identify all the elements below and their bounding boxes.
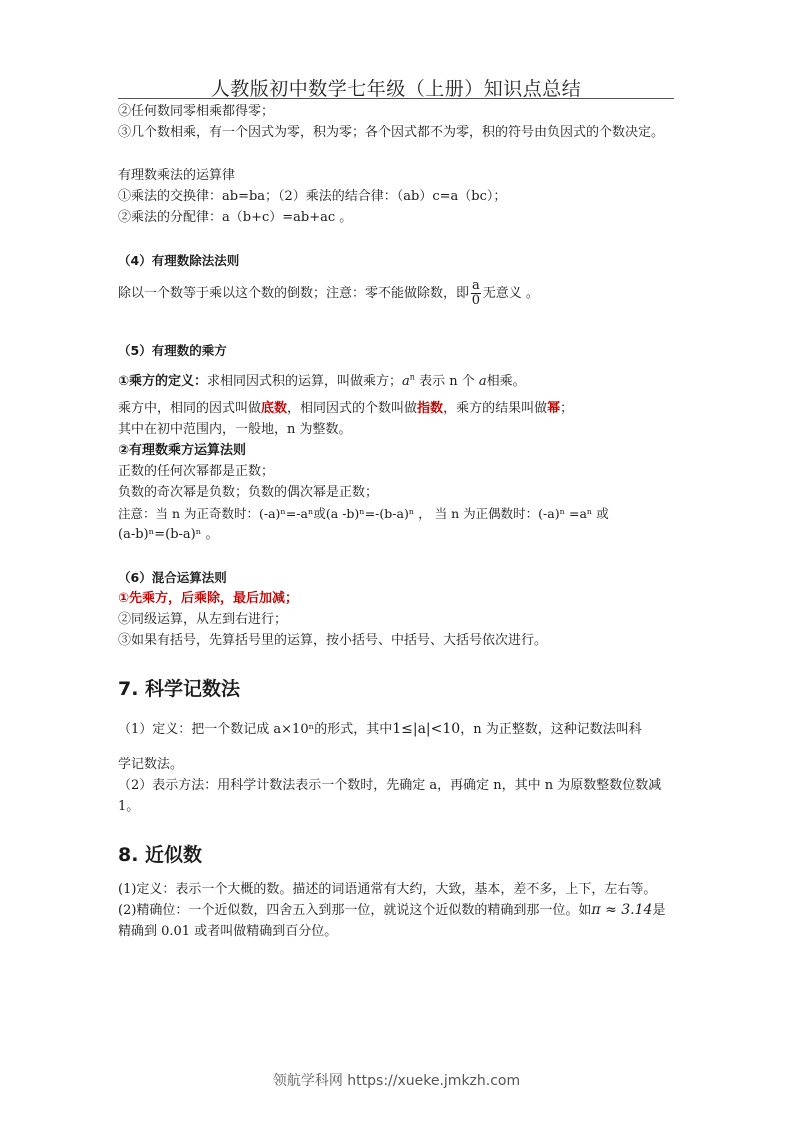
power-heading: （5）有理数的乘方 <box>118 343 227 358</box>
power-terms: 乘方中，相同的因式叫做底数，相同因式的个数叫做指数，乘方的结果叫做幂； <box>118 401 574 416</box>
multiplication-laws-heading: 有理数乘法的运算律 <box>118 168 236 183</box>
mixed-operations-heading: （6）混合运算法则 <box>118 570 227 585</box>
section-8-title: 8. 近似数 <box>118 844 203 866</box>
mixed-rule-1: ①先乘方，后乘除，最后加减； <box>118 591 299 606</box>
mixed-rule-2: ②同级运算，从左到右进行； <box>118 612 288 627</box>
sci-notation-def: （1）定义：把一个数记成 a×10ⁿ的形式，其中1≤|a|<10，n 为正整数，这种记数法叫科 <box>118 721 642 737</box>
power-term: 幂 <box>547 401 561 416</box>
header-divider <box>118 98 674 99</box>
power-rule-note: 注意：当 n 为正奇数时：(-a)ⁿ=-aⁿ或(a -b)ⁿ=-(b-a)ⁿ ， 当 n 为正偶数时：(-a)ⁿ =aⁿ 或 <box>118 506 609 521</box>
sci-notation-def-cont: 学记数法。 <box>118 757 184 772</box>
mixed-rule-3: ③如果有括号，先算括号里的运算，按小括号、中括号、大括号依次进行。 <box>118 633 548 648</box>
page-content <box>118 101 676 942</box>
approx-precision: (2)精确位：一个近似数，四舍五入到那一位，就说这个近似数的精确到那一位。如π ≈ 3.14是精确到 0.01 或者叫做精确到百分位。 <box>118 902 666 939</box>
power-rule-note-cont: (a-b)ⁿ=(b-a)ⁿ 。 <box>118 527 219 542</box>
a-over-zero-fraction: $\frac{a}{0}$ <box>471 278 481 308</box>
approx-definition: (1)定义：表示一个大概的数。描述的词语通常有大约，大致，基本，差不多，上下，左右等。 <box>118 882 657 897</box>
distributive-law: ②乘法的分配律：a（b+c）=ab+ac 。 <box>118 210 353 225</box>
multiplication-rule-2: ②任何数同零相乘都得零； <box>118 104 275 119</box>
integer-note: 其中在初中范围内，一般地，n 为整数。 <box>118 422 352 437</box>
division-rule-heading: （4）有理数除法法则 <box>118 253 240 268</box>
division-rule-text: 除以一个数等于乘以这个数的倒数；注意：零不能做除数，即 $\frac{a}{0}$ 无意义 。 <box>118 278 539 308</box>
multiplication-rule-3: ③几个数相乘，有一个因式为零，积为零；各个因式都不为零，积的符号由负因式的个数决定。 <box>118 125 665 140</box>
page-footer-watermark: 领航学科网 https://xueke.jmkzh.com <box>272 1073 521 1089</box>
power-rule-positive: 正数的任何次幂都是正数； <box>118 464 275 479</box>
power-rule-negative: 负数的奇次幂是负数；负数的偶次幂是正数； <box>118 485 379 500</box>
power-definition: ①乘方的定义：求相同因式积的运算，叫做乘方；$a^n$ 表示 n 个 a相乘。 <box>118 372 526 389</box>
base-term: 底数 <box>261 401 288 416</box>
sci-notation-method: （2）表示方法：用科学计数法表示一个数时，先确定 a，再确定 n，其中 n 为原数整数位数减 1。 <box>118 778 662 814</box>
section-7-title: 7. 科学记数法 <box>118 678 241 700</box>
commutative-associative-law: ①乘法的交换律：ab=ba；（2）乘法的结合律：（ab）c=a（bc）； <box>118 189 507 204</box>
page-header-title: 人教版初中数学七年级（上册）知识点总结 <box>210 78 582 100</box>
power-rule-heading: ②有理数乘方运算法则 <box>118 443 247 458</box>
exponent-term: 指数 <box>417 401 444 416</box>
